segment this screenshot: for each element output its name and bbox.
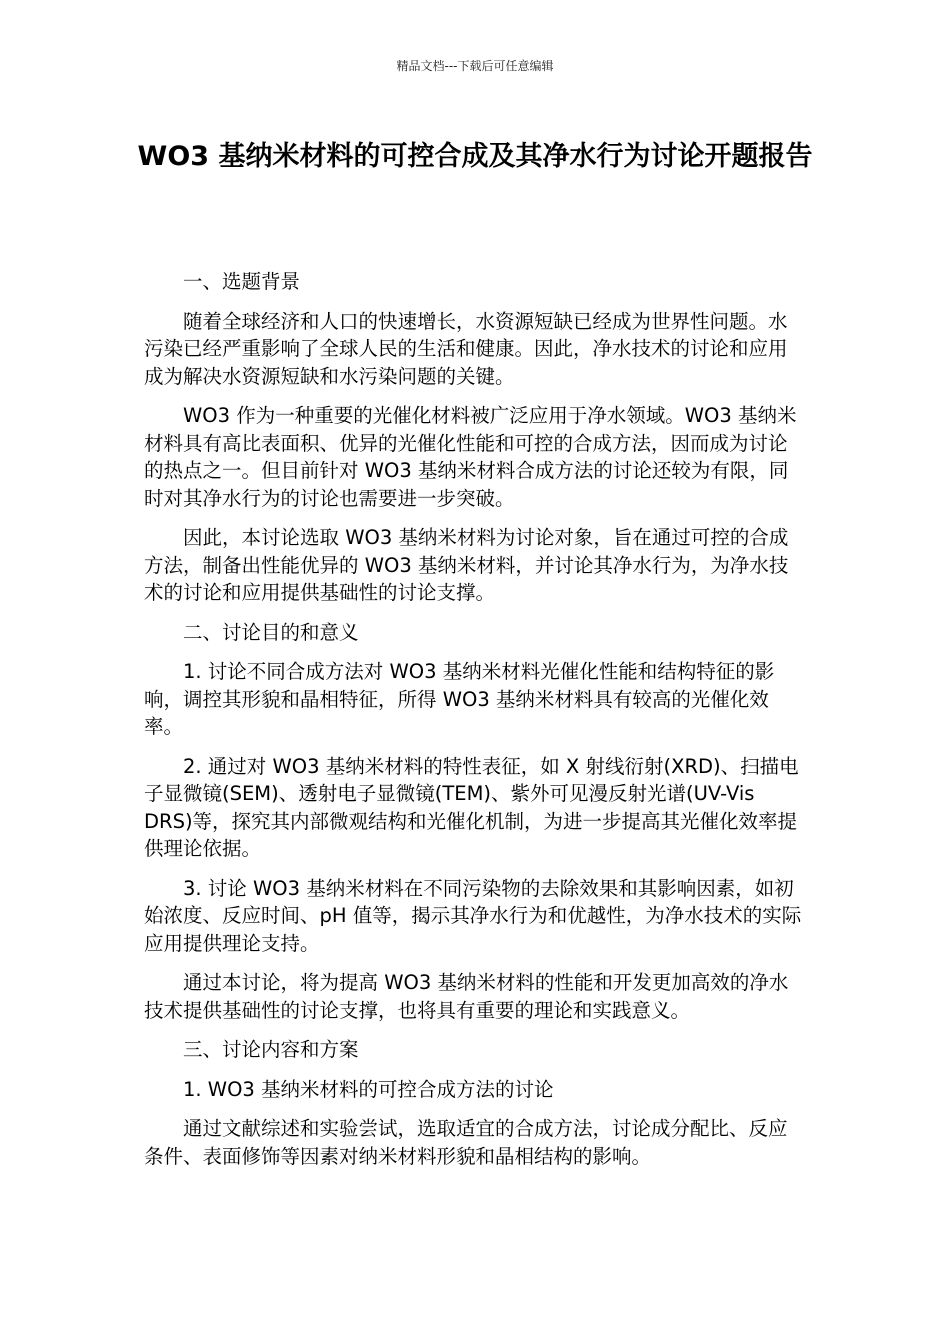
paragraph-purpose-1: 1. 讨论不同合成方法对 WO3 基纳米材料光催化性能和结构特征的影响，调控其形貌和晶相特征，所得 WO3 基纳米材料具有较高的光催化效率。 xyxy=(144,660,775,738)
section-heading-background: 一、选题背景 xyxy=(183,270,301,293)
paragraph-background-2: WO3 作为一种重要的光催化材料被广泛应用于净水领域。WO3 基纳米材料具有高比表面积、优异的光催化性能和可控的合成方法，因而成为讨论的热点之一。但目前针对 WO3 基纳米材料合成方法的讨论还较为有限，同时对其净水行为的讨论也需要进一步突破。 xyxy=(144,404,797,510)
paragraph-content-1: 通过文献综述和实验尝试，选取适宜的合成方法，讨论成分配比、反应条件、表面修饰等因素对纳米材料形貌和晶相结构的影响。 xyxy=(144,1117,788,1168)
paragraph-background-1: 随着全球经济和人口的快速增长，水资源短缺已经成为世界性问题。水污染已经严重影响了全球人民的生活和健康。因此，净水技术的讨论和应用成为解决水资源短缺和水污染问题的关键。 xyxy=(144,309,788,388)
paragraph-background-3: 因此，本讨论选取 WO3 基纳米材料为讨论对象，旨在通过可控的合成方法，制备出性能优异的 WO3 基纳米材料，并讨论其净水行为，为净水技术的讨论和应用提供基础性的讨论支撑。 xyxy=(144,526,789,604)
paragraph-purpose-summary: 通过本讨论，将为提高 WO3 基纳米材料的性能和开发更加高效的净水技术提供基础性的讨论支撑，也将具有重要的理论和实践意义。 xyxy=(144,971,789,1022)
header-note: 精品文档---下载后可任意编辑 xyxy=(396,59,554,73)
document-title: WO3 基纳米材料的可控合成及其净水行为讨论开题报告 xyxy=(137,141,813,172)
subsection-heading-synthesis: 1. WO3 基纳米材料的可控合成方法的讨论 xyxy=(183,1077,554,1101)
section-heading-content: 三、讨论内容和方案 xyxy=(183,1038,359,1061)
section-heading-purpose: 二、讨论目的和意义 xyxy=(183,620,359,644)
paragraph-purpose-2: 2. 通过对 WO3 基纳米材料的特性表征，如 X 射线衍射(XRD)、扫描电子显微镜(SEM)、透射电子显微镜(TEM)、紫外可见漫反射光谱(UV-Vis DRS)等，探究其内部微观结构和光催化机制，为进一步提高其光催化效率提供理论依据。 xyxy=(144,754,799,860)
document-body xyxy=(144,268,806,1182)
paragraph-purpose-3: 3. 讨论 WO3 基纳米材料在不同污染物的去除效果和其影响因素，如初始浓度、反应时间、pH 值等，揭示其净水行为和优越性，为净水技术的实际应用提供理论支持。 xyxy=(144,876,802,955)
